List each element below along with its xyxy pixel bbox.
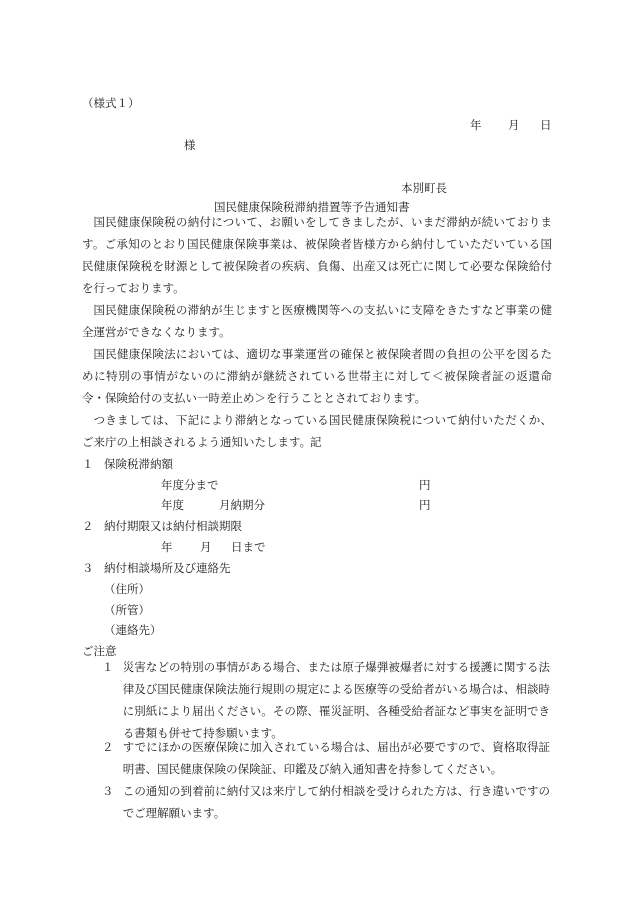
body-paragraph: 国民健康保険税の滞納が生じますと医療機関等への支払いに支障をきたすなど事業の健全運営ができなくなります。 (82, 303, 552, 339)
body-paragraph: 国民健康保険法においては、適切な事業運営の確保と被保険者間の負担の公平を図るために特別の事情がないのに滞納が継続されている世帯主に対して＜被保険者証の返還命令・保険給付の支払い一時差止め＞を行うこととされております。 (82, 347, 552, 405)
deadline-until: 日まで (231, 540, 266, 554)
note-item (102, 780, 550, 824)
arrears-row2-year: 年度 (161, 498, 184, 512)
addressee-suffix: 様 (184, 138, 196, 152)
notes-heading: ご注意 (82, 644, 117, 658)
note-number: １ (102, 660, 114, 674)
note-text: この通知の到着前に納付又は来庁して納付相談を受けられた方は、行き違いですのでご理解願います。 (122, 784, 551, 820)
note-item (102, 656, 550, 744)
section-label: 納付相談場所及び連絡先 (104, 561, 231, 575)
section-number: ２ (82, 519, 94, 533)
section-label: 納付期限又は納付相談期限 (104, 519, 242, 533)
document-title: 国民健康保険税滞納措置等予告通知書 (214, 200, 410, 214)
body-paragraph: 国民健康保険税の納付について、お願いをしてきましたが、いまだ滞納が続いております。ご承知のとおり国民健康保険事業は、被保険者皆様方から納付していただいている国民健康保険税を財源として被保険者の疾病、負傷、出産又は死亡に関して必要な保険給付を行っております。 (82, 215, 552, 295)
note-text: すでにほかの医療保険に加入されている場合は、届出が必要ですので、資格取得証明書、国民健康保険の保険証、印鑑及び納入通知書を持参してください。 (122, 740, 550, 776)
note-text: 災害などの特別の事情がある場合、または原子爆弾被爆者に対する援護に関する法律及び国民健康保険法施行規則の規定による医療等の受給者がいる場合は、相談時に別紙により届出ください。その際、罹災証明、各種受給者証など事実を証明できる書類も併せて持参願います。 (122, 660, 551, 740)
ki-heading: 記 (310, 435, 322, 449)
sender: 本別町長 (401, 181, 447, 195)
date-month-label: 月 (508, 118, 520, 132)
section-number: ３ (82, 561, 94, 575)
section-number: １ (82, 457, 94, 471)
note-number: ３ (102, 784, 114, 798)
deadline-month: 月 (200, 540, 212, 554)
deadline-year: 年 (161, 540, 173, 554)
office-label: （所管） (104, 603, 150, 617)
note-item (102, 736, 550, 780)
form-label: （様式１） (82, 96, 140, 110)
arrears-row1-label: 年度分まで (161, 478, 219, 492)
date-day-label: 日 (540, 118, 552, 132)
contact-label: （連絡先） (104, 623, 162, 637)
section-label: 保険税滞納額 (104, 457, 173, 471)
date-year-label: 年 (470, 118, 482, 132)
body-paragraph: つきましては、下記により滞納となっている国民健康保険税について納付いただくか、ご来庁の上相談されるよう通知いたします。 (82, 413, 552, 449)
address-label: （住所） (104, 582, 150, 596)
arrears-row2-period: 月納期分 (219, 498, 265, 512)
arrears-row1-unit: 円 (419, 478, 431, 492)
arrears-row2-unit: 円 (419, 498, 431, 512)
note-number: ２ (102, 740, 114, 754)
